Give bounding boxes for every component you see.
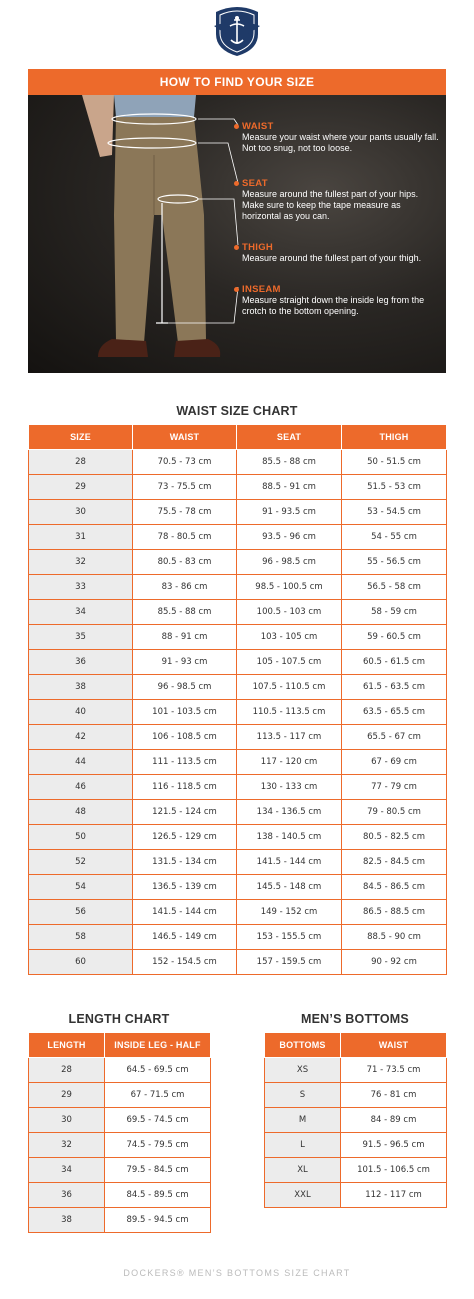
size-cell: 30 [29, 500, 133, 525]
value-cell: 88 - 91 cm [133, 625, 237, 650]
table-row [29, 500, 447, 525]
table-row [29, 725, 447, 750]
value-cell: 136.5 - 139 cm [133, 875, 237, 900]
value-cell: 67 - 71.5 cm [105, 1083, 211, 1108]
value-cell: 146.5 - 149 cm [133, 925, 237, 950]
value-cell: 73 - 75.5 cm [133, 475, 237, 500]
value-cell: 93.5 - 96 cm [237, 525, 342, 550]
value-cell: 67 - 69 cm [342, 750, 447, 775]
table-row [29, 1183, 211, 1208]
table-row [265, 1058, 447, 1083]
table-row [29, 825, 447, 850]
measure-text: Measure around the fullest part of your hips. Make sure to keep the tape measure as horizontal as you can. [242, 189, 419, 221]
value-cell: 107.5 - 110.5 cm [237, 675, 342, 700]
value-cell: 111 - 113.5 cm [133, 750, 237, 775]
size-cell: 54 [29, 875, 133, 900]
value-cell: 80.5 - 82.5 cm [342, 825, 447, 850]
waist-marker [234, 124, 239, 129]
value-cell: 100.5 - 103 cm [237, 600, 342, 625]
value-cell: 153 - 155.5 cm [237, 925, 342, 950]
length-chart-title: LENGTH CHART [68, 1012, 170, 1026]
table-row [29, 650, 447, 675]
value-cell: 65.5 - 67 cm [342, 725, 447, 750]
value-cell: 83 - 86 cm [133, 575, 237, 600]
value-cell: 96 - 98.5 cm [133, 675, 237, 700]
bottoms-chart-title: MEN’S BOTTOMS [301, 1012, 409, 1026]
table-row [29, 700, 447, 725]
table-header-row [265, 1033, 447, 1058]
thigh-marker [234, 245, 239, 250]
value-cell: 96 - 98.5 cm [237, 550, 342, 575]
table-row [29, 600, 447, 625]
length-table [28, 1032, 211, 1233]
size-cell: 32 [29, 550, 133, 575]
size-cell: 46 [29, 775, 133, 800]
value-cell: 90 - 92 cm [342, 950, 447, 975]
measure-title: SEAT [242, 178, 268, 189]
value-cell: 79.5 - 84.5 cm [105, 1158, 211, 1183]
value-cell: 113.5 - 117 cm [237, 725, 342, 750]
size-cell: 36 [29, 650, 133, 675]
column-header-bottoms: BOTTOMS [265, 1033, 341, 1058]
value-cell: 84.5 - 89.5 cm [105, 1183, 211, 1208]
size-cell: L [265, 1133, 341, 1158]
value-cell: 116 - 118.5 cm [133, 775, 237, 800]
value-cell: 141.5 - 144 cm [133, 900, 237, 925]
size-guide-panel [28, 69, 446, 373]
size-cell: 32 [29, 1133, 105, 1158]
value-cell: 103 - 105 cm [237, 625, 342, 650]
table-header-row [29, 425, 447, 450]
value-cell: 130 - 133 cm [237, 775, 342, 800]
size-cell: XS [265, 1058, 341, 1083]
table-row [265, 1183, 447, 1208]
value-cell: 59 - 60.5 cm [342, 625, 447, 650]
table-row [29, 625, 447, 650]
column-header-waist: WAIST [133, 425, 237, 450]
column-header-inside-leg: INSIDE LEG - HALF [105, 1033, 211, 1058]
value-cell: 117 - 120 cm [237, 750, 342, 775]
value-cell: 78 - 80.5 cm [133, 525, 237, 550]
size-cell: 30 [29, 1108, 105, 1133]
column-header-size: SIZE [29, 425, 133, 450]
bottoms-table [264, 1032, 447, 1208]
size-cell: M [265, 1108, 341, 1133]
value-cell: 105 - 107.5 cm [237, 650, 342, 675]
value-cell: 56.5 - 58 cm [342, 575, 447, 600]
value-cell: 88.5 - 90 cm [342, 925, 447, 950]
value-cell: 61.5 - 63.5 cm [342, 675, 447, 700]
value-cell: 91.5 - 96.5 cm [341, 1133, 447, 1158]
value-cell: 80.5 - 83 cm [133, 550, 237, 575]
value-cell: 138 - 140.5 cm [237, 825, 342, 850]
table-row [29, 1208, 211, 1233]
size-cell: 35 [29, 625, 133, 650]
size-cell: 38 [29, 1208, 105, 1233]
measure-thigh [242, 242, 442, 264]
size-cell: 28 [29, 1058, 105, 1083]
value-cell: 54 - 55 cm [342, 525, 447, 550]
table-row [29, 1133, 211, 1158]
value-cell: 74.5 - 79.5 cm [105, 1133, 211, 1158]
value-cell: 145.5 - 148 cm [237, 875, 342, 900]
value-cell: 91 - 93 cm [133, 650, 237, 675]
value-cell: 64.5 - 69.5 cm [105, 1058, 211, 1083]
value-cell: 149 - 152 cm [237, 900, 342, 925]
value-cell: 131.5 - 134 cm [133, 850, 237, 875]
value-cell: 85.5 - 88 cm [133, 600, 237, 625]
value-cell: 63.5 - 65.5 cm [342, 700, 447, 725]
size-cell: 28 [29, 450, 133, 475]
measure-text: Measure straight down the inside leg from the crotch to the bottom opening. [242, 295, 425, 316]
value-cell: 126.5 - 129 cm [133, 825, 237, 850]
table-header-row [29, 1033, 211, 1058]
value-cell: 71 - 73.5 cm [341, 1058, 447, 1083]
guide-title: HOW TO FIND YOUR SIZE [28, 69, 446, 95]
value-cell: 101.5 - 106.5 cm [341, 1158, 447, 1183]
size-cell: 33 [29, 575, 133, 600]
value-cell: 60.5 - 61.5 cm [342, 650, 447, 675]
size-cell: 42 [29, 725, 133, 750]
column-header-thigh: THIGH [342, 425, 447, 450]
size-cell: 50 [29, 825, 133, 850]
size-cell: XL [265, 1158, 341, 1183]
size-cell: 58 [29, 925, 133, 950]
dockers-logo [212, 4, 262, 58]
size-cell: 60 [29, 950, 133, 975]
value-cell: 79 - 80.5 cm [342, 800, 447, 825]
table-row [29, 950, 447, 975]
value-cell: 51.5 - 53 cm [342, 475, 447, 500]
size-cell: 29 [29, 475, 133, 500]
value-cell: 121.5 - 124 cm [133, 800, 237, 825]
table-row [29, 800, 447, 825]
value-cell: 91 - 93.5 cm [237, 500, 342, 525]
guide-photo [28, 95, 446, 373]
value-cell: 112 - 117 cm [341, 1183, 447, 1208]
table-row [29, 1158, 211, 1183]
value-cell: 86.5 - 88.5 cm [342, 900, 447, 925]
size-cell: 31 [29, 525, 133, 550]
size-cell: 52 [29, 850, 133, 875]
waist-size-table [28, 424, 447, 975]
table-row [265, 1158, 447, 1183]
size-cell: 34 [29, 600, 133, 625]
value-cell: 82.5 - 84.5 cm [342, 850, 447, 875]
waist-chart-title: WAIST SIZE CHART [176, 404, 298, 418]
value-cell: 141.5 - 144 cm [237, 850, 342, 875]
value-cell: 84 - 89 cm [341, 1108, 447, 1133]
size-cell: 38 [29, 675, 133, 700]
measure-seat [242, 178, 442, 222]
table-row [29, 1083, 211, 1108]
size-cell: 48 [29, 800, 133, 825]
value-cell: 85.5 - 88 cm [237, 450, 342, 475]
value-cell: 88.5 - 91 cm [237, 475, 342, 500]
value-cell: 106 - 108.5 cm [133, 725, 237, 750]
table-row [29, 850, 447, 875]
table-row [29, 775, 447, 800]
table-row [29, 550, 447, 575]
table-row [29, 750, 447, 775]
size-cell: 36 [29, 1183, 105, 1208]
value-cell: 76 - 81 cm [341, 1083, 447, 1108]
value-cell: 58 - 59 cm [342, 600, 447, 625]
value-cell: 77 - 79 cm [342, 775, 447, 800]
table-row [29, 925, 447, 950]
table-row [29, 525, 447, 550]
value-cell: 53 - 54.5 cm [342, 500, 447, 525]
value-cell: 50 - 51.5 cm [342, 450, 447, 475]
value-cell: 110.5 - 113.5 cm [237, 700, 342, 725]
measure-title: INSEAM [242, 284, 281, 295]
value-cell: 89.5 - 94.5 cm [105, 1208, 211, 1233]
value-cell: 152 - 154.5 cm [133, 950, 237, 975]
measure-title: WAIST [242, 121, 274, 132]
measure-title: THIGH [242, 242, 274, 253]
table-row [265, 1133, 447, 1158]
column-header-length: LENGTH [29, 1033, 105, 1058]
size-cell: 29 [29, 1083, 105, 1108]
table-row [29, 475, 447, 500]
value-cell: 84.5 - 86.5 cm [342, 875, 447, 900]
table-row [29, 575, 447, 600]
table-row [265, 1083, 447, 1108]
value-cell: 69.5 - 74.5 cm [105, 1108, 211, 1133]
table-row [29, 1058, 211, 1083]
size-cell: 34 [29, 1158, 105, 1183]
value-cell: 134 - 136.5 cm [237, 800, 342, 825]
value-cell: 98.5 - 100.5 cm [237, 575, 342, 600]
value-cell: 70.5 - 73 cm [133, 450, 237, 475]
footer-caption: DOCKERS® MEN’S BOTTOMS SIZE CHART [123, 1268, 351, 1278]
measure-inseam [242, 284, 442, 317]
table-row [265, 1108, 447, 1133]
size-cell: S [265, 1083, 341, 1108]
seat-marker [234, 181, 239, 186]
table-row [29, 875, 447, 900]
value-cell: 101 - 103.5 cm [133, 700, 237, 725]
size-cell: XXL [265, 1183, 341, 1208]
size-cell: 56 [29, 900, 133, 925]
size-cell: 40 [29, 700, 133, 725]
column-header-seat: SEAT [237, 425, 342, 450]
inseam-marker [234, 287, 239, 292]
size-cell: 44 [29, 750, 133, 775]
measure-waist [242, 121, 442, 154]
measure-text: Measure your waist where your pants usually fall. Not too snug, not too loose. [242, 132, 439, 153]
value-cell: 75.5 - 78 cm [133, 500, 237, 525]
table-row [29, 675, 447, 700]
table-row [29, 450, 447, 475]
value-cell: 157 - 159.5 cm [237, 950, 342, 975]
table-row [29, 1108, 211, 1133]
column-header-waist: WAIST [341, 1033, 447, 1058]
value-cell: 55 - 56.5 cm [342, 550, 447, 575]
table-row [29, 900, 447, 925]
measure-text: Measure around the fullest part of your thigh. [242, 253, 422, 263]
